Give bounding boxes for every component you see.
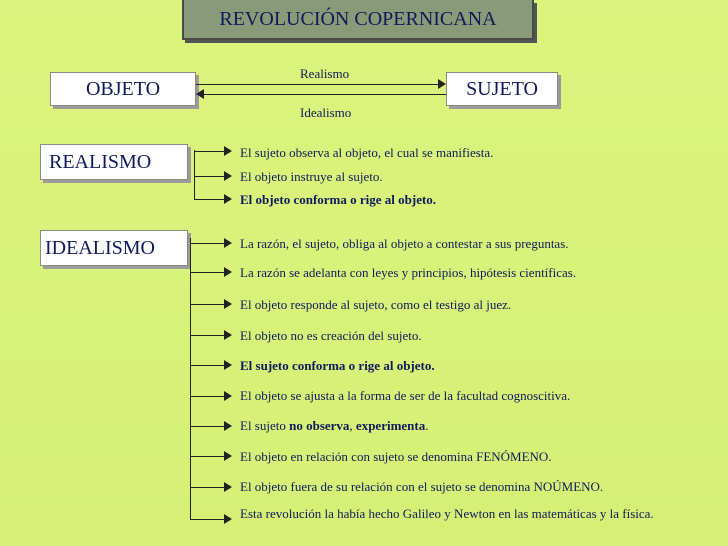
arrow-right-icon (224, 514, 232, 524)
arrow-right-icon (224, 330, 232, 340)
idealismo-connector (190, 238, 191, 520)
item7-suffix: . (425, 418, 429, 433)
connector-line (194, 151, 224, 152)
connector-line (190, 396, 224, 397)
objeto-label: OBJETO (85, 77, 161, 100)
sujeto-box (446, 72, 558, 106)
item7-prefix: El sujeto (240, 418, 290, 433)
idealismo-item-2: La razón se adelanta con leyes y principios, hipótesis científicas. (240, 265, 577, 280)
idealismo-item-10: Esta revolución la había hecho Galileo y Newton en las matemáticas y la física. (240, 506, 654, 521)
slide-title: REVOLUCIÓN COPERNICANA (182, 0, 534, 40)
idealismo-item-3: El objeto responde al sujeto, como el testigo al juez. (240, 297, 512, 312)
realismo-arrow-line (196, 84, 438, 85)
arrow-right-icon (224, 171, 232, 181)
item7-sep: , (349, 418, 356, 433)
connector-line (190, 304, 224, 305)
realismo-box (40, 144, 188, 180)
realismo-arrow-label: Realismo (300, 66, 350, 81)
connector-line (190, 456, 224, 457)
connector-line (194, 199, 224, 200)
item7-bold1: no observa (289, 418, 350, 433)
connector-line (190, 272, 224, 273)
idealismo-item-1: La razón, el sujeto, obliga al objeto a contestar a sus preguntas. (240, 236, 569, 251)
idealismo-heading: IDEALISMO (45, 236, 155, 259)
connector-line (190, 365, 224, 366)
realismo-connector (194, 150, 195, 200)
arrow-left-icon (196, 89, 204, 99)
arrow-right-icon (224, 391, 232, 401)
connector-line (194, 176, 224, 177)
connector-line (190, 519, 224, 520)
idealismo-item-6: El objeto se ajusta a la forma de ser de la facultad cognoscitiva. (240, 388, 571, 403)
arrow-right-icon (224, 421, 232, 431)
realismo-item-2: El objeto instruye al sujeto. (240, 169, 383, 184)
arrow-right-icon (224, 267, 232, 277)
idealismo-arrow-line (204, 94, 446, 95)
arrow-right-icon (224, 238, 232, 248)
arrow-right-icon (224, 194, 232, 204)
item7-bold2: experimenta (355, 418, 426, 433)
connector-line (190, 487, 224, 488)
realismo-item-3: El objeto conforma o rige al objeto. (240, 192, 437, 207)
arrow-right-icon (224, 146, 232, 156)
arrow-right-icon (224, 451, 232, 461)
idealismo-item-7 (240, 418, 428, 434)
idealismo-item-8: El objeto en relación con sujeto se denomina FENÓMENO. (240, 449, 552, 464)
connector-line (190, 335, 224, 336)
arrow-right-icon (224, 482, 232, 492)
idealismo-arrow-label: Idealismo (300, 105, 352, 120)
objeto-box (50, 72, 196, 106)
connector-line (190, 243, 224, 244)
arrow-right-icon (224, 360, 232, 370)
idealismo-item-4: El objeto no es creación del sujeto. (240, 328, 422, 343)
arrow-right-icon (438, 79, 446, 89)
sujeto-label: SUJETO (466, 77, 538, 100)
realismo-item-1: El sujeto observa al objeto, el cual se manifiesta. (240, 145, 494, 160)
idealismo-item-5: El sujeto conforma o rige al objeto. (240, 358, 435, 373)
idealismo-item-9: El objeto fuera de su relación con el sujeto se denomina NOÚMENO. (240, 479, 604, 494)
idealismo-box (40, 230, 188, 266)
connector-line (190, 426, 224, 427)
arrow-right-icon (224, 299, 232, 309)
realismo-heading: REALISMO (49, 150, 152, 173)
